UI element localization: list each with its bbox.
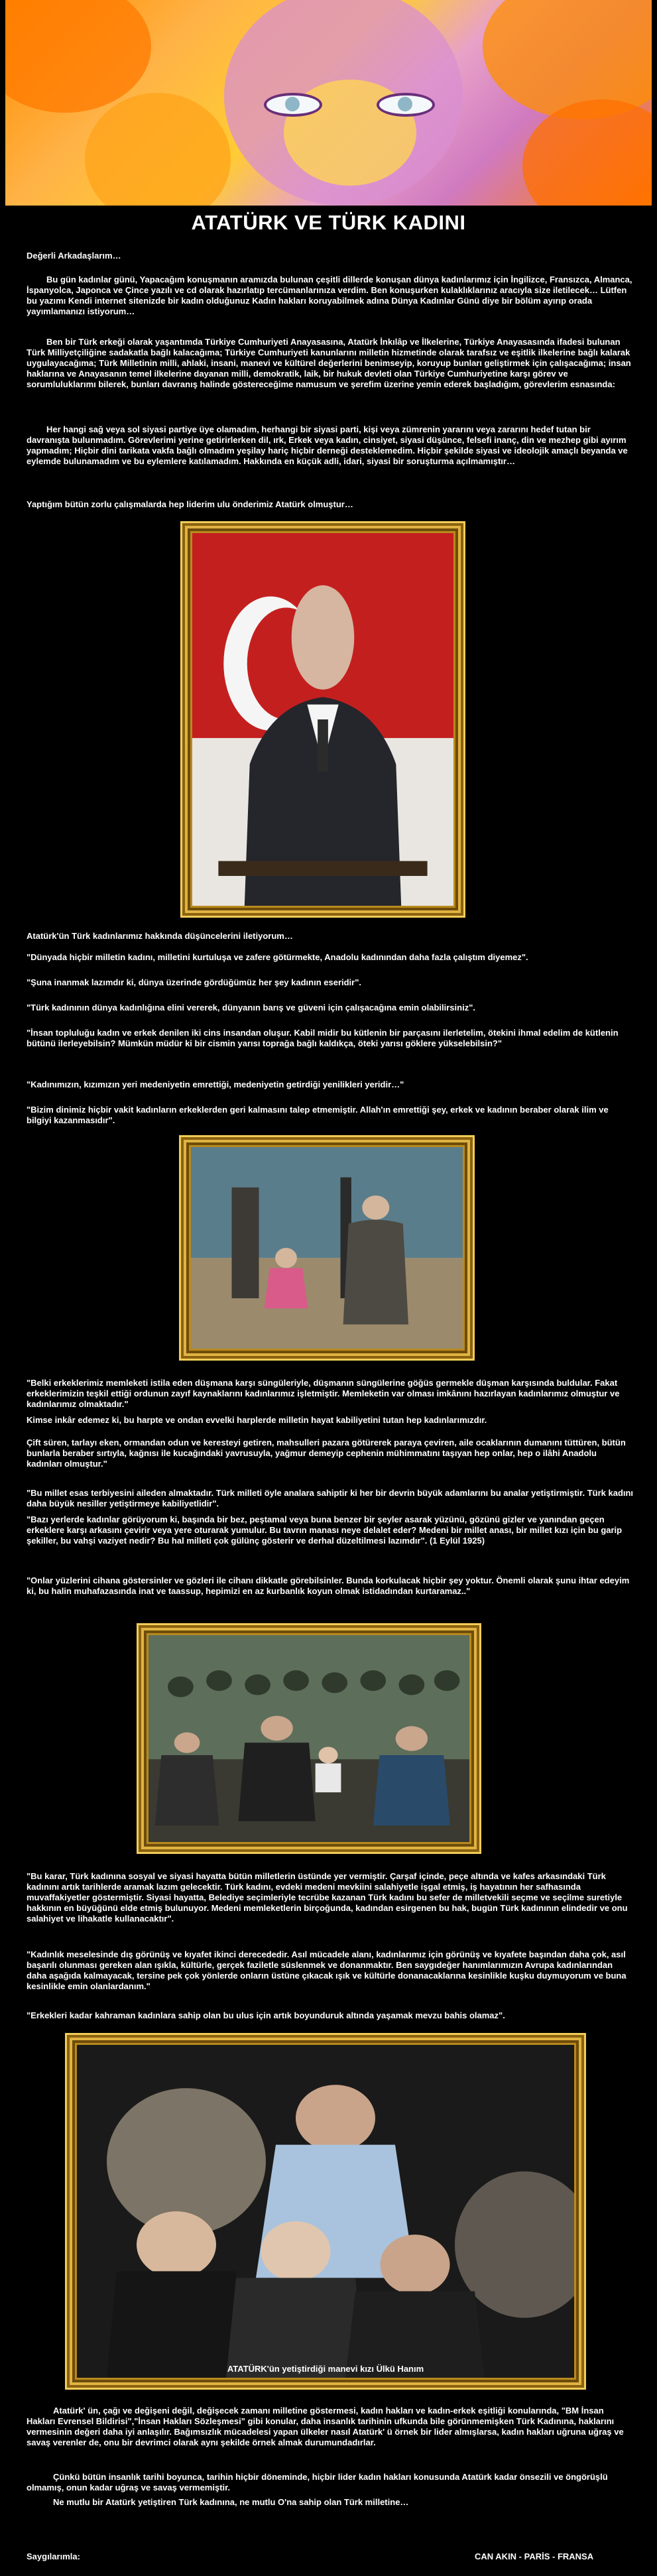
page-title: ATATÜRK VE TÜRK KADINI [191,211,466,234]
photo-frame-ataturk-child [179,1135,475,1361]
quote-12: "Onlar yüzlerini cihana göstersinler ve gözleri ile cihanı dikkatle görebilsinler. Bunda korkulacak hiçbir şey yoktur. Önemli olarak şunu ihtar edeyim ki, bu halin muhafazasında inat ve taassup, hepimizi en az kurbanlık koyun olmak istidadından kurtaramaz.." [27,1575,630,1596]
photo-caption: ATATÜRK'ün yetiştirdiği manevi kızı Ülkü Hanım [227,2364,424,2374]
signature-label: Saygılarımla: [27,2551,80,2561]
quote-2: "Şuna inanmak lazımdır ki, dünya üzerinde gördüğümüz her şey kadının eseridir". [27,977,362,987]
quote-15: "Erkekleri kadar kahraman kadınlara sahip olan bu ulus için artık boyunduruk altında yaşamak mevzu bahis olamaz". [27,2010,505,2020]
closing-paragraph-2: Çünkü bütün insanlık tarihi boyunca, tarihin hiçbir döneminde, hiçbir lider kadın hakları konusunda Atatürk kadar önsezili ve öngörüşlü olmamış, onun kadar uğraş ve savaş vermemiştir. [27,2472,608,2492]
quote-1: "Dünyada hiçbir milletin kadını, milletini kurtuluşa ve zafere götürmekte, Anadolu kadınından daha fazla çalıştım diyemez". [27,952,528,962]
quote-5: "Kadınımızın, kızımızın yeri medeniyetin emrettiği, medeniyetin getirdiği yenilikleri yeridir…" [27,1079,404,1089]
photo-frame-ataturk-portrait [180,521,465,918]
ulku-hanim-collage-image [77,2045,574,2378]
ataturk-with-child-image [191,1147,463,1349]
quote-6: "Bizim dinimiz hiçbir vakit kadınların erkeklerden geri kalmasını talep etmemiştir. Allah'ın emrettiği şey, erkek ve kadının beraber olarak ilim ve bilgiyi kazanmasıdır". [27,1105,609,1125]
photo-frame-ataturk-group [137,1623,481,1854]
greeting: Değerli Arkadaşlarım… [27,251,121,261]
header-banner-image [5,0,652,206]
author-signature: CAN AKIN - PARİS - FRANSA [475,2551,594,2561]
ataturk-portrait-image [192,533,453,906]
quote-14: "Kadınlık meselesinde dış görünüş ve kıyafet ikinci derecededir. Asıl mücadele alanı, kadınlarımız için görünüş ve kıyafete başından daha çok, asıl başarılı olunması gereken alan ışıkla, kültürle, gerçek faziletle süslenmek ve donanmaktır. Ben saygıdeğer hanımlarımızın Avrupa kadınlarından daha aşağıda kalmayacak, tersine pek çok yönlerde onların üstüne çıkacak ışık ve kültürle donanacaklarına kesinlikle kuşku duymuyorum ve buna kesinlikle emin olanlardanım." [27,1949,627,1991]
paragraph-leader: Yaptığım bütün zorlu çalışmalarda hep liderim ulu önderimiz Atatürk olmuştur… [27,499,353,509]
closing-paragraph-3: Ne mutlu bir Atatürk yetiştiren Türk kadınına, ne mutlu O'na sahip olan Türk milletine… [53,2497,409,2507]
paragraph-intro: Bu gün kadınlar günü, Yapacağım konuşmanın aramızda bulunan çeşitli dillerde konuşan dünya kadınlarımız için İngilizce, Fransızca, Almanca, İspanyolca, Japonca ve Çince yazılı ve cd olarak hazırlatıp tercümanlarınıza verdim. Ben konuşurken kulaklıklarınız aracıyla size iletilecek… Lütfen bu yazımı Kendi internet sitenizde bir kadın olduğunuz Kadın hakları koruyabilmek adına Dünya Kadınlar Günü diye bir bölüm ayırıp orada yayımlamanızı istiyorum… [27,275,632,316]
ataturk-group-image [149,1635,469,1842]
quote-8: Kimse inkâr edemez ki, bu harpte ve ondan evvelki harplerde milletin hayat kabiliyetini tutan hep kadınlarımızdır. [27,1415,487,1425]
quotes-intro: Atatürk'ün Türk kadınlarımız hakkında düşüncelerini iletiyorum… [27,931,293,941]
quote-10: "Bu millet esas terbiyesini aileden almaktadır. Türk milleti öyle analara sahiptir ki her bir devrin büyük adamlarını bu analar yetiştirmiştir. Türk kadını daha büyük nesiller yetiştirmeye kabiliyetlidir". [27,1488,634,1508]
quote-13: "Bu karar, Türk kadınına sosyal ve siyasi hayatta bütün milletlerin üstünde yer vermiştir. Çarşaf içinde, peçe altında ve kafes arkasındaki Türk kadınını artık tarihlerde aramak lazım gelecektir. Türk kadını, evdeki medeni mevkiini salahiyetle işgal etmiş, iş hayatının her safhasında muvaffakiyetler göstermiştir. Siyasi hayatta, Belediye seçimleriyle tecrübe kazanan Türk kadını bu sefer de milletvekili seçme ve seçilme suretiyle hakkının en büyüğünü elde etmiş bulunuyor. Medeni memleketlerin birçoğunda, kadından esirgenen bu hak, bugün Türk kadınının elindedir ve onu salahiyet ve lihakatle kullanacaktır". [27,1871,628,1924]
closing-paragraph-1: Atatürk' ün, çağı ve değişeni değil, değişecek zamanı milletine göstermesi, kadın hakları ve kadın-erkek eşitliği konularında, "BM İnsan Hakları Evrensel Bildirisi","İnsan Hakları Sözleşmesi" gibi konular, daha insanlık tarihinin ufkunda bile görünmemişken Türk Kadınına, haklarını vermesinin değeri daha iyi anlaşılır. Bağımsızlık mücadelesi yapan ülkeler nasıl Atatürk' ü örnek bir lider almışlarsa, kadın hakları uğruna uğraş ve savaş verenler de, onu bir devrimci olarak aynı şekilde örnek almak durumundadırlar. [27,2406,624,2447]
quote-4: "İnsan topluluğu kadın ve erkek denilen iki cins insandan oluşur. Kabil midir bu kütlenin bir parçasını ilerletelim, ötekini ihmal edelim de kütlenin bütünü ilerleyebilsin? Mümkün müdür ki bir cismin yarısı toprağa bağlı kaldıkça, öteki yarısı göklere yükselebilsin?" [27,1028,619,1048]
quote-3: "Türk kadınının dünya kadınlığına elini vererek, dünyanın barış ve güveni için çalışacağına emin olabilirsiniz". [27,1003,475,1012]
paragraph-neutrality: Her hangi sağ veya sol siyasi partiye üye olamadım, herhangi bir siyasi parti, kişi veya zümrenin yararını veya zararını hedef tutan bir davranışta bulunmadım. Görevlerimi yerine getirirlerken dil, ırk, Erkek veya kadın, cinsiyet, siyasi düşünce, felsefi inanç, din ve mezhep gibi ayırım yapmadım; Hiçbir dini tarikata vakfa bağlı olmadım yeşilay hariç hiçbir derneği desteklemedim. Hiçbir şekilde siyasi ve ideolojik amaçlı beyanda ve eylemde bulunamadım ve bu eylemlere katılamadım. Hakkında en küçük adli, idari, siyasi bir soruşturma açılmamıştır… [27,424,628,466]
paragraph-oath: Ben bir Türk erkeği olarak yaşantımda Türkiye Cumhuriyeti Anayasasına, Atatürk İnkılâp ve İlkelerine, Türkiye Anayasasında ifadesi bulunan Türk Milliyetçiliğine sadakatla bağlı kalacağıma; Türkiye Cumhuriyeti kanunlarını milletin hizmetinde olarak tarafsız ve eşitlik ilkelerine bağlı kalarak uygulayacağıma; Türk Milletinin milli, ahlaki, insani, manevi ve kültürel değerlerini benimseyip, koruyup bunları geliştirmek için çalışacağıma; insan haklarına ve Anayasanın temel ilkelerine dayanan milli, demokratik, laik, bir hukuk devleti olan Türkiye Cumhuriyetine karşı görev ve sorumluluklarımı bilerek, bunları davranış halinde göstereceğime namusum ve şerefim üzerine yemin ederek başladığım, görevlerim esnasında: [27,337,631,389]
quote-11: "Bazı yerlerde kadınlar görüyorum ki, başında bir bez, peştamal veya buna benzer bir şeyler asarak yüzünü, gözünü gizler ve yanından geçen erkeklere karşı arkasını çevirir veya yere oturarak yumulur. Bu tavrın manası neye delalet eder? Medeni bir millet anası, bir millet kızı için bu garip şekiller, bu vahşi vaziyet nedir? Bu hal milleti çok gülünç gösterir ve derhal düzeltilmesi lazımdır". (1 Eylül 1925) [27,1514,623,1546]
photo-frame-ulku-hanim [65,2033,586,2390]
quote-9: Çift süren, tarlayı eken, ormandan odun ve keresteyi getiren, mahsulleri pazara götürerek paraya çeviren, aile ocaklarının dumanını tüttüren, bütün bunlarla beraber sırtıyla, kağnısı ile kucağındaki yavrusuyla, yağmur demeyip cephenin mühimmatını taşıyan hep onlar, hep o ilâhi Anadolu kadınları olmuştur." [27,1438,626,1469]
quote-7: "Belki erkeklerimiz memleketi istila eden düşmana karşı süngüleriyle, düşmanın süngülerine göğüs germekle düşman karşısında buldular. Fakat erkeklerimizin teşkil ettiği ordunun zayıf kaynaklarını kadınlarımız işletmiştir. Memleketin var olması imkânını hazırlayan kadınlarımız olmuştur ve kadınlarımız olmaktadır." [27,1378,620,1409]
